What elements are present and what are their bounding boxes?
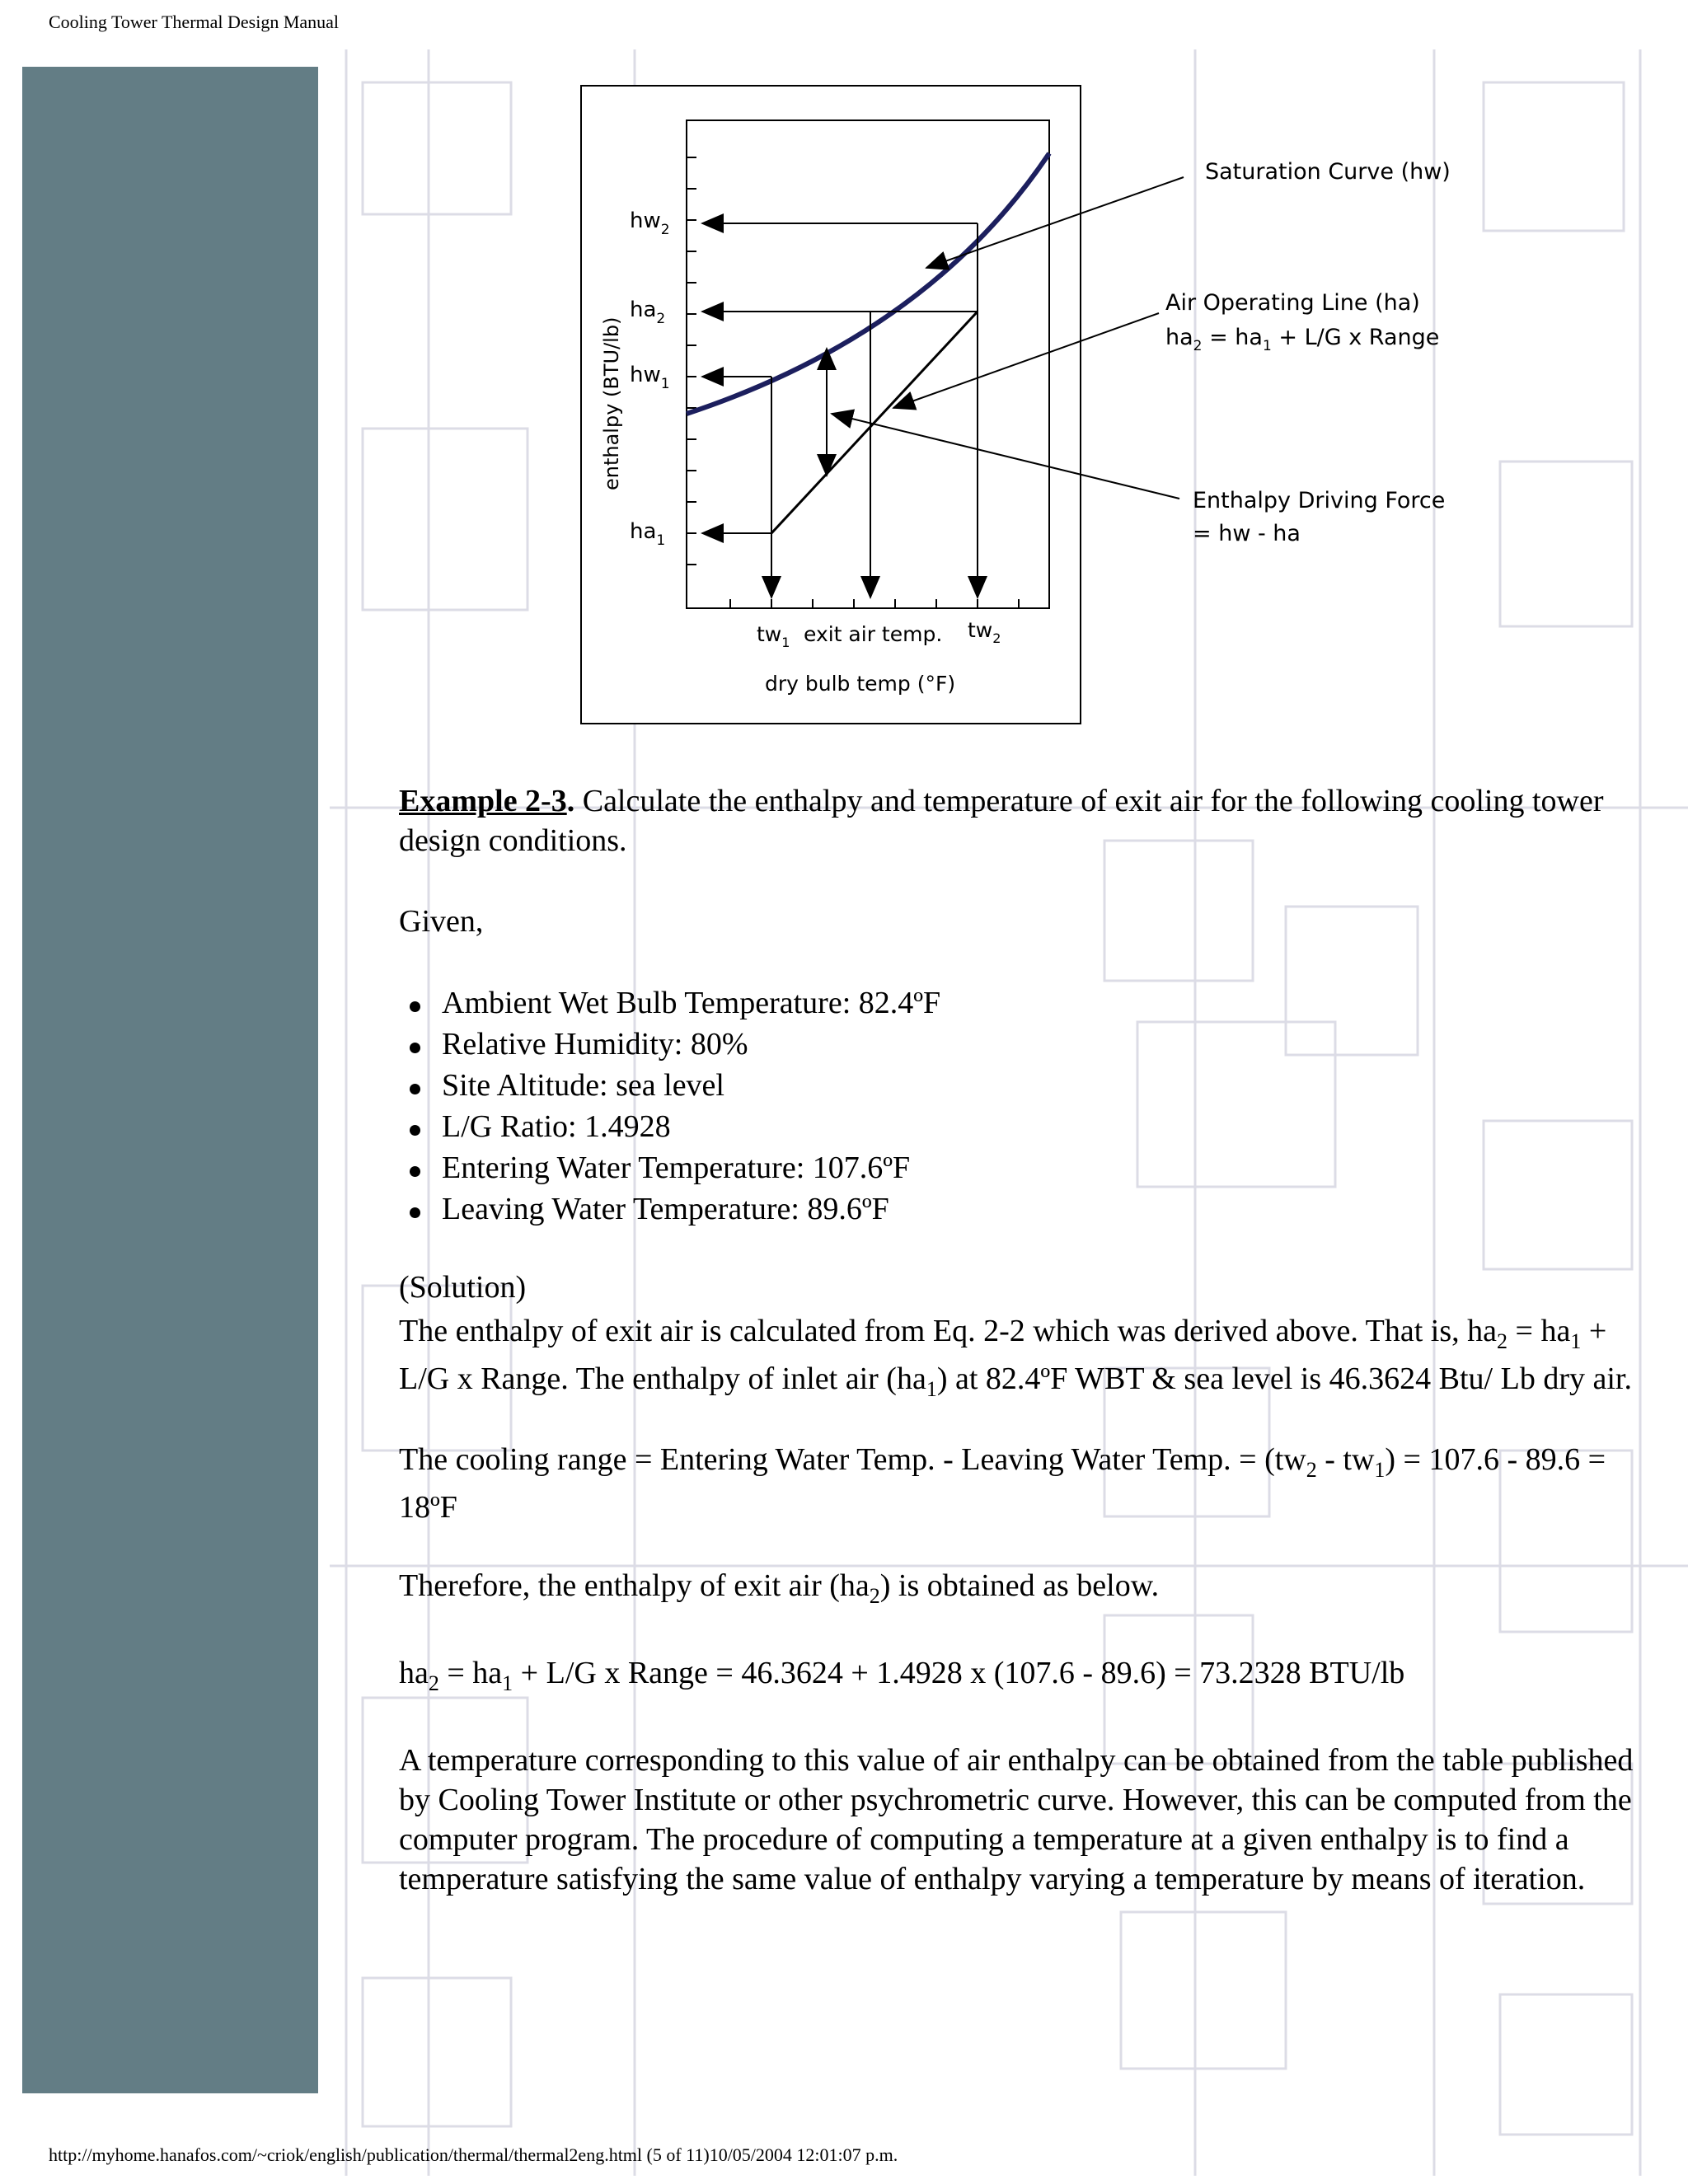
condition-item: L/G Ratio: 1.4928 bbox=[399, 1106, 1652, 1147]
y-axis-ticks bbox=[687, 157, 696, 565]
condition-item: Relative Humidity: 80% bbox=[399, 1024, 1652, 1065]
air-operating-line bbox=[771, 312, 978, 533]
annotation-saturation-curve: Saturation Curve (hw) bbox=[1205, 159, 1451, 185]
sidebar-panel bbox=[22, 67, 318, 2093]
solution-label: (Solution) bbox=[399, 1270, 527, 1305]
x-axis-label: dry bulb temp (°F) bbox=[765, 672, 956, 696]
x-label-tw1: $tw_1$ bbox=[757, 622, 790, 650]
x-label-tw2: $tw_2$ bbox=[968, 618, 1001, 646]
therefore-paragraph: Therefore, the enthalpy of exit air $(ha_2)$ is obtained as below. bbox=[399, 1568, 1160, 1608]
conditions-list bbox=[399, 982, 1652, 1230]
cooling-range-paragraph: The cooling range = Entering Water Temp. - Leaving Water Temp. = $(tw_2 - tw_1) = 107.6 - 89.6$ = 18ºF bbox=[399, 1442, 1606, 1525]
annotation-operating-line: Air Operating Line (ha) bbox=[1165, 290, 1420, 316]
y-axis-label: enthalpy (BTU/lb) bbox=[600, 316, 623, 490]
page-header-title: Cooling Tower Thermal Design Manual bbox=[49, 12, 340, 32]
condition-item: Leaving Water Temperature: 89.6ºF bbox=[399, 1188, 1652, 1230]
saturation-curve bbox=[687, 153, 1049, 414]
x-projection-arrows bbox=[771, 223, 978, 598]
y-label-hw2: $hw_2$ bbox=[630, 209, 670, 238]
plot-frame bbox=[687, 120, 1049, 608]
y-label-ha2: $ha_2$ bbox=[630, 298, 666, 327]
y-label-hw1: $hw_1$ bbox=[630, 363, 670, 392]
y-label-ha1: $ha_1$ bbox=[630, 519, 666, 549]
annotation-operating-equation: $ha_2 = ha_1 + L/G$ x Range bbox=[1165, 325, 1440, 354]
y-projection-arrows bbox=[702, 223, 978, 533]
annotation-driving-equation: = hw - ha bbox=[1193, 521, 1301, 546]
diagram-svg bbox=[582, 87, 1451, 726]
annotation-driving-force: Enthalpy Driving Force bbox=[1193, 488, 1446, 513]
example-intro: Example 2-3. Calculate the enthalpy and temperature of exit air for the following cooling tower design conditions. bbox=[399, 784, 1604, 858]
example-title: Example 2-3 bbox=[399, 784, 567, 818]
temperature-paragraph: A temperature corresponding to this value of air enthalpy can be obtained from the table published by Cooling Tower Institute or other psychrometric curve. However, this can be computed from the computer program. The procedure of computing a temperature at a given enthalpy is to find a temperature satisfying the same value of enthalpy varying a temperature by means of iteration. bbox=[399, 1743, 1634, 1896]
condition-item: Entering Water Temperature: 107.6ºF bbox=[399, 1147, 1652, 1188]
main-content bbox=[399, 781, 1652, 1899]
enthalpy-diagram bbox=[580, 85, 1451, 724]
condition-item: Site Altitude: sea level bbox=[399, 1065, 1652, 1106]
condition-item: Ambient Wet Bulb Temperature: 82.4ºF bbox=[399, 982, 1652, 1024]
footer-url: http://myhome.hanafos.com/~criok/english/publication/thermal/thermal2eng.html (5 of 11)10/05/2004 12:01:07 p.m. bbox=[49, 2144, 898, 2165]
solution-paragraph: The enthalpy of exit air is calculated from Eq. 2-2 which was derived above. That is, $ha_2 = ha_1 + L/G$ x Range. The enthalpy of inlet air $(ha_1)$ at 82.4ºF WBT & sea level is 46.3624 Btu/ Lb dry air. bbox=[399, 1314, 1632, 1401]
exit-air-equation: $ha_2 = ha_1 + L/G$ x Range = 46.3624 + 1.4928 x (107.6 - 89.6) = 73.2328 BTU/lb bbox=[399, 1656, 1405, 1695]
x-axis-ticks bbox=[730, 599, 1019, 608]
x-label-exit-air: exit air temp. bbox=[804, 622, 943, 646]
given-label: Given, bbox=[399, 904, 484, 939]
